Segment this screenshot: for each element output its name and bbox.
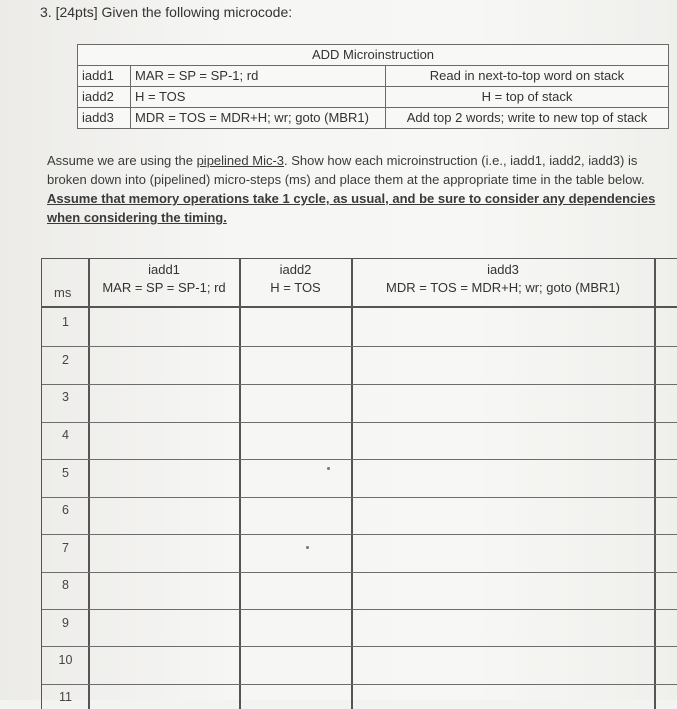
row-divider [42, 684, 677, 685]
column-code: MAR = SP = SP-1; rd [102, 280, 226, 295]
microcode-header-row [78, 45, 669, 66]
column-header-iadd3 [353, 261, 653, 297]
column-name: iadd1 [148, 262, 180, 277]
column-code: MDR = TOS = MDR+H; wr; goto (MBR1) [386, 280, 620, 295]
mic3-link[interactable]: pipelined Mic-3 [196, 153, 285, 168]
ms-header: ms [54, 285, 72, 300]
ms-row-number: 8 [62, 578, 69, 592]
ms-row-number: 3 [62, 390, 69, 404]
ms-row-number: 6 [62, 503, 69, 517]
ms-row-number: 9 [62, 616, 69, 630]
row-divider [42, 346, 677, 347]
microcode-name: iadd1 [78, 66, 131, 87]
instructions-text: . Show how each microinstruction (i.e., iadd1, iadd2, iadd3) is broken down into (pipelined) micro-steps (ms) and place them at the appropriate time in the table below. [47, 153, 645, 187]
instructions-emphasis: Assume that memory operations take 1 cycle, as usual, and be sure to consider any dependencies when considering the timing. [47, 191, 656, 225]
ms-row-number: 10 [58, 653, 73, 667]
microcode-row [78, 108, 669, 129]
row-divider [42, 384, 677, 385]
microcode-table [77, 44, 669, 129]
microcode-row [78, 87, 669, 108]
microcode-comment: Add top 2 words; write to new top of stack [386, 108, 669, 129]
ms-row-number: 4 [62, 428, 69, 442]
ms-row-number: 1 [62, 315, 69, 329]
timing-table [41, 258, 677, 709]
microcode-code: MDR = TOS = MDR+H; wr; goto (MBR1) [131, 108, 386, 129]
column-divider [654, 259, 656, 709]
row-divider [42, 572, 677, 573]
ms-row-number: 5 [62, 466, 69, 480]
row-divider [42, 646, 677, 647]
column-name: iadd2 [279, 262, 312, 277]
ms-row-number: 2 [62, 353, 69, 367]
microcode-name: iadd2 [78, 87, 131, 108]
column-header-iadd2 [241, 261, 350, 297]
microcode-code: H = TOS [131, 87, 386, 108]
row-divider [42, 609, 677, 610]
ms-row-number: 7 [62, 541, 69, 555]
header-divider [42, 306, 677, 308]
column-header-iadd1 [90, 261, 238, 297]
row-divider [42, 534, 677, 535]
microcode-header: ADD Microinstruction [78, 45, 669, 66]
column-name: iadd3 [487, 262, 519, 277]
row-divider [42, 459, 677, 460]
ms-row-number: 11 [59, 690, 72, 704]
row-divider [42, 422, 677, 423]
column-divider [351, 259, 353, 709]
stray-mark [306, 546, 309, 549]
microcode-code: MAR = SP = SP-1; rd [131, 66, 386, 87]
instructions-paragraph [47, 151, 677, 227]
microcode-comment: H = top of stack [386, 87, 669, 108]
stray-mark [327, 467, 330, 470]
microcode-comment: Read in next-to-top word on stack [386, 66, 669, 87]
column-divider [239, 259, 241, 709]
row-divider [42, 497, 677, 498]
column-code: H = TOS [270, 280, 321, 295]
question-title: 3. [24pts] Given the following microcode: [40, 4, 293, 20]
microcode-name: iadd3 [78, 108, 131, 129]
microcode-row [78, 66, 669, 87]
instructions-text: Assume we are using the [47, 153, 197, 168]
